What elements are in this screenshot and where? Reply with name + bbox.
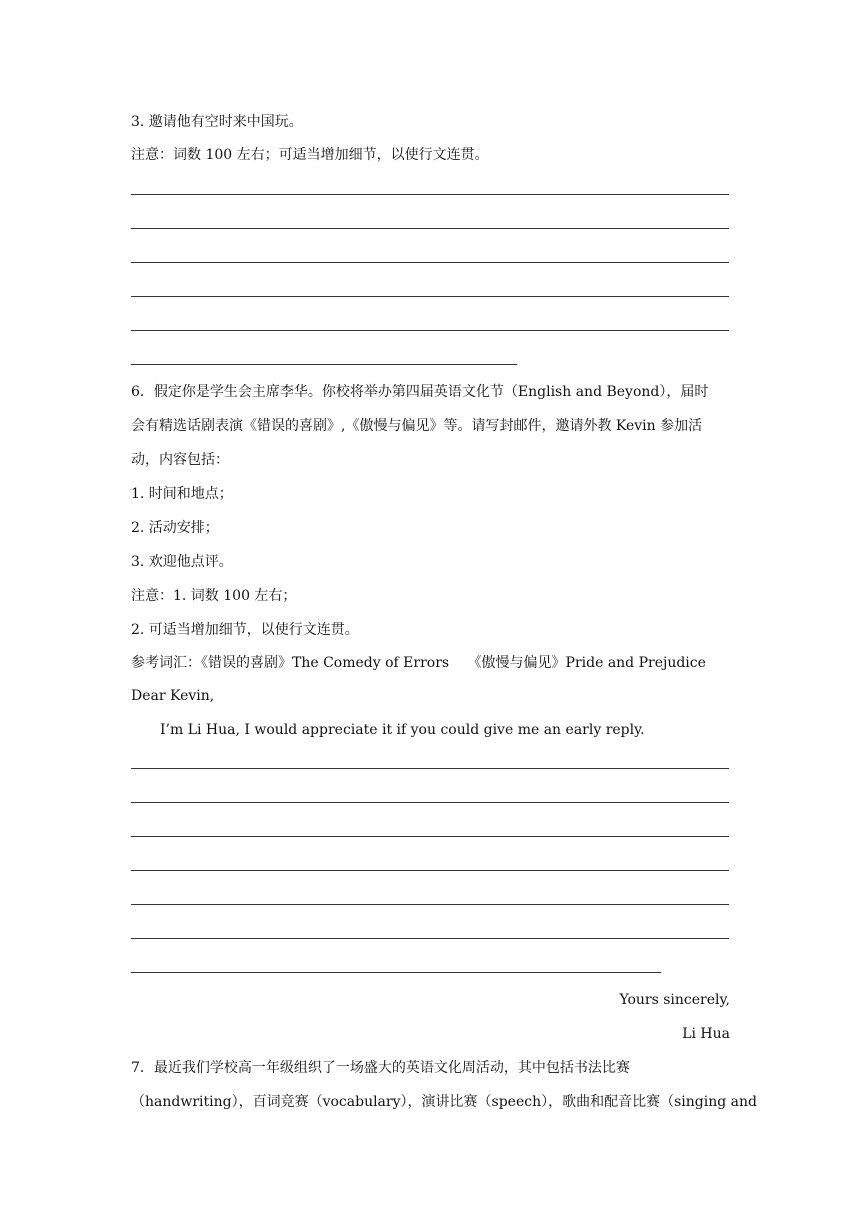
answer-line [131,870,729,871]
answer-line [131,768,729,769]
answer-line [131,802,729,803]
letter-signature: Li Hua [682,1026,730,1042]
answer-line [131,364,517,365]
answer-line [131,262,729,263]
task6-item-2: 2. 活动安排； [131,520,219,536]
answer-line [131,330,729,331]
answer-line [131,296,729,297]
task7-prompt-line-1: 7．最近我们学校高一年级组织了一场盛大的英语文化周活动，其中包括书法比赛 [131,1060,630,1076]
task5-item-3: 3. 邀请他有空时来中国玩。 [131,114,303,130]
answer-line [131,228,729,229]
task6-note-1: 注意：1. 词数 100 左右； [131,588,297,604]
answer-line [131,938,729,939]
task5-note: 注意：词数 100 左右；可适当增加细节，以使行文连贯。 [131,147,489,163]
letter-closing: Yours sincerely, [619,992,730,1008]
answer-line [131,904,729,905]
letter-salutation: Dear Kevin, [131,688,215,704]
task7-prompt-line-2: （handwriting），百词竞赛（vocabulary），演讲比赛（speech），歌曲和配音比赛（singing and [131,1094,757,1110]
task6-note-2: 2. 可适当增加细节，以使行文连贯。 [131,622,359,638]
task6-prompt-line-1: 6．假定你是学生会主席李华。你校将举办第四届英语文化节（English and Beyond），届时 [131,384,709,400]
letter-opening: I’m Li Hua, I would appreciate it if you could give me an early reply. [160,722,645,738]
task6-prompt-line-3: 动，内容包括： [131,452,229,468]
answer-line [131,972,661,973]
task6-item-3: 3. 欢迎他点评。 [131,554,233,570]
task6-vocabulary: 参考词汇：《错误的喜剧》The Comedy of Errors 《傲慢与偏见》Pride and Prejudice [131,655,706,671]
task6-item-1: 1. 时间和地点； [131,486,233,502]
answer-line [131,194,729,195]
task6-prompt-line-2: 会有精选话剧表演《错误的喜剧》,《傲慢与偏见》等。请写封邮件，邀请外教 Kevin 参加活 [131,418,703,434]
answer-line [131,836,729,837]
